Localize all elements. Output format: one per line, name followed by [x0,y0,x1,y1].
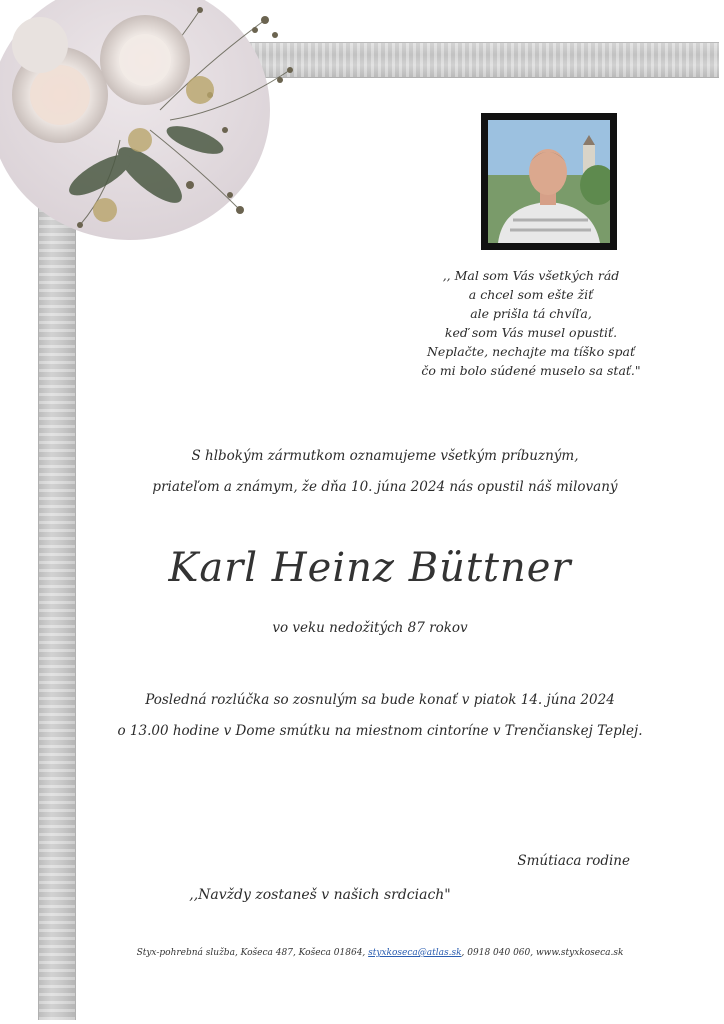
footer-email-link[interactable]: styxkoseca@atlas.sk [368,948,462,958]
footer-prefix: Styx-pohrebná služba, Košeca 487, Košeca 01864, [136,948,369,958]
announcement-text [80,441,690,503]
poem-line: ,, Mal som Vás všetkých rád [442,268,620,283]
mourners-signature: Smútiaca rodine [517,853,630,869]
funeral-details [80,685,680,747]
funeral-service-footer [100,948,660,958]
footer-suffix: , 0918 040 060, www.styxkoseca.sk [461,948,624,958]
poem-line: ale prišla tá chvíľa, [470,306,592,321]
deceased-age: vo veku nedožitých 87 rokov [272,620,468,636]
portrait-photo-frame [481,113,617,250]
portrait-photo [488,120,610,243]
announcement-line: priateľom a známym, že dňa 10. júna 2024 nás opustil náš milovaný [152,479,618,495]
poem-line: čo mi bolo súdené muselo sa stať." [421,363,641,378]
ribbon-vertical [38,190,76,1020]
flower-bouquet-image [0,0,300,240]
funeral-line: o 13.00 hodine v Dome smútku na miestnom cintoríne v Trenčianskej Teplej. [117,723,643,739]
poem-line: Neplačte, nechajte ma tíško spať [426,344,636,359]
announcement-line: S hlbokým zármutkom oznamujeme všetkým príbuzným, [191,448,579,464]
deceased-name: Karl Heinz Büttner [168,545,572,591]
funeral-line: Posledná rozlúčka so zosnulým sa bude konať v piatok 14. júna 2024 [145,692,615,708]
poem-line: a chcel som ešte žiť [468,287,594,302]
memorial-poem [420,266,642,380]
memorial-motto: ,,Navždy zostaneš v našich srdciach" [189,887,451,903]
poem-line: keď som Vás musel opustiť. [444,325,618,340]
